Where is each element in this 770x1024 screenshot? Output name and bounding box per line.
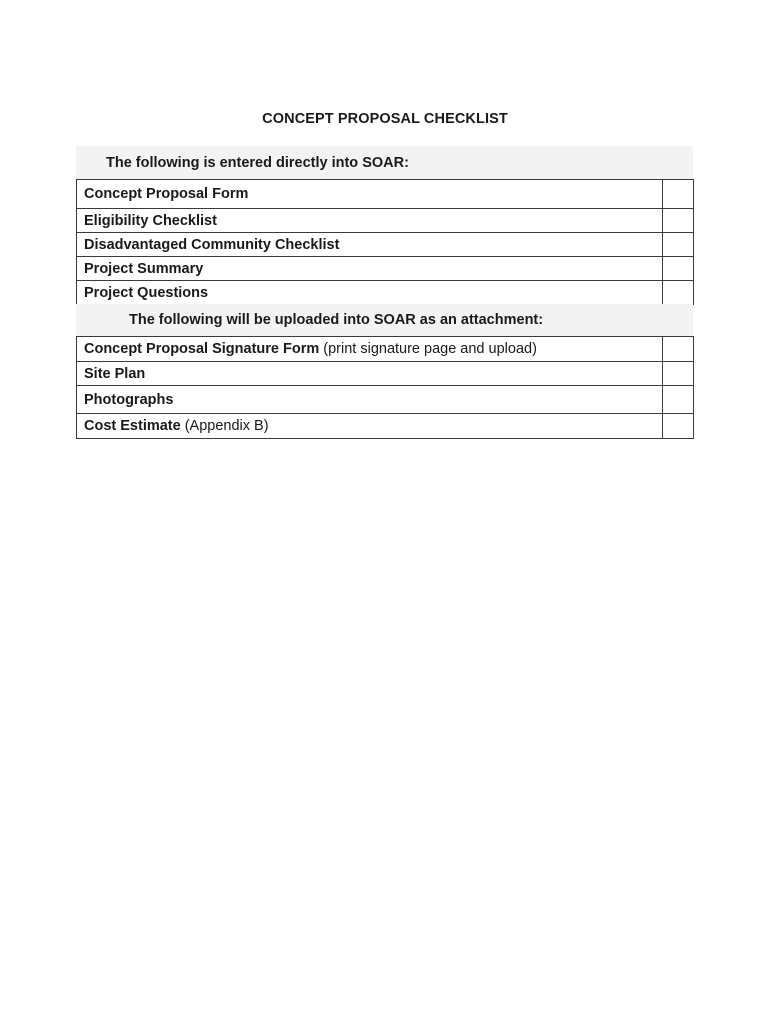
item-label: Project Questions (84, 284, 209, 301)
item-cell (77, 414, 663, 439)
checklist-table-attachment (76, 336, 694, 439)
item-note: (Appendix B) (180, 418, 269, 434)
table-row (77, 180, 694, 209)
item-label: Concept Proposal Signature Form (84, 341, 320, 357)
checkbox[interactable] (663, 362, 694, 386)
item-cell (77, 386, 663, 414)
item-label: Project Summary (84, 260, 204, 277)
checkbox[interactable] (663, 257, 694, 281)
section-heading-soar-attachment (76, 304, 693, 336)
checkbox[interactable] (663, 281, 694, 305)
checkbox[interactable] (663, 180, 694, 209)
checkbox[interactable] (663, 209, 694, 233)
table-row (77, 209, 694, 233)
table-row (77, 414, 694, 439)
item-label: Photographs (84, 391, 174, 408)
item-cell (77, 281, 663, 305)
checkbox[interactable] (663, 337, 694, 362)
item-cell (77, 209, 663, 233)
item-label: Disadvantaged Community Checklist (84, 236, 340, 253)
page-title: CONCEPT PROPOSAL CHECKLIST (262, 111, 508, 127)
table-row (77, 362, 694, 386)
checkbox[interactable] (663, 414, 694, 439)
item-label: Site Plan (84, 365, 146, 382)
table-row (77, 281, 694, 305)
checklist-table-direct (76, 179, 694, 305)
item-cell (77, 337, 663, 362)
item-label: Cost Estimate (84, 418, 181, 434)
checkbox[interactable] (663, 233, 694, 257)
table-row (77, 257, 694, 281)
table-row (77, 386, 694, 414)
item-cell (77, 233, 663, 257)
section-heading-soar-direct (76, 146, 693, 179)
item-cell (77, 180, 663, 209)
item-note: (print signature page and upload) (319, 341, 537, 357)
item-label: Concept Proposal Form (84, 186, 249, 202)
table-row (77, 337, 694, 362)
section-heading-text: The following will be uploaded into SOAR as an attachment: (129, 312, 544, 328)
table-row (77, 233, 694, 257)
checkbox[interactable] (663, 386, 694, 414)
item-label: Eligibility Checklist (84, 212, 217, 229)
section-heading-text: The following is entered directly into SOAR: (106, 154, 409, 171)
item-cell (77, 362, 663, 386)
item-cell (77, 257, 663, 281)
